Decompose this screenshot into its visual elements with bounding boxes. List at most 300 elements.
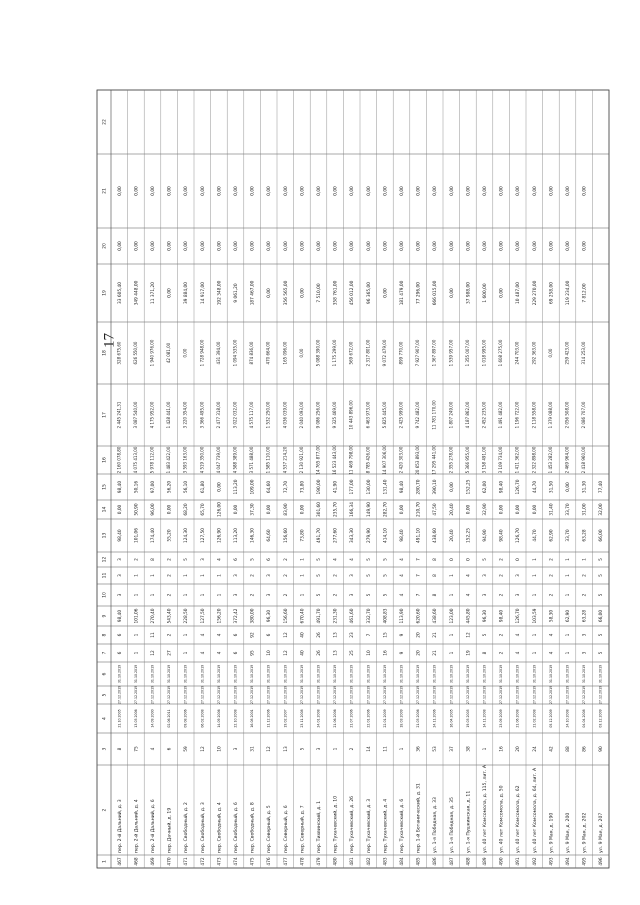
value-cell: 4 bbox=[400, 558, 405, 561]
value-cell: 8 bbox=[151, 558, 156, 561]
value-cell: 3 593 163,00 bbox=[182, 446, 188, 474]
value-cell: 5 bbox=[317, 558, 322, 561]
value-cell: 0,00 bbox=[400, 241, 405, 251]
value-cell: 5 bbox=[317, 593, 322, 597]
value-cell: 2 bbox=[333, 574, 339, 577]
value-cell: 0,00 bbox=[433, 241, 439, 251]
value-cell: 17 295 441,00 bbox=[431, 445, 437, 475]
value-cell: 56,10 bbox=[184, 480, 190, 494]
value-cell: 10 bbox=[217, 746, 223, 752]
value-cell: 4 bbox=[516, 651, 522, 655]
value-cell: 2 bbox=[499, 593, 505, 597]
value-cell: 03.12.2009 bbox=[598, 709, 603, 728]
row-number-cell: 474 bbox=[234, 857, 239, 866]
value-cell: 27.12.2019 bbox=[465, 685, 470, 705]
value-cell: 113,20 bbox=[234, 479, 239, 495]
address-cell: ул. 40 лет Комсомола, д. 64, лит. А bbox=[532, 767, 538, 853]
value-cell: 9 742 482,00 bbox=[415, 401, 421, 429]
value-cell: 14 917,00 bbox=[200, 282, 206, 304]
value-cell: 874 836,00 bbox=[249, 341, 255, 365]
value-cell: 1 bbox=[400, 747, 405, 751]
value-cell: 86 bbox=[582, 746, 588, 752]
value-cell: 0,00 bbox=[267, 241, 273, 251]
value-cell: 0,00 bbox=[499, 186, 505, 196]
value-cell: 27.12.2019 bbox=[432, 685, 437, 705]
value-cell: 69 258,00 bbox=[549, 282, 555, 304]
table-row bbox=[598, 481, 604, 866]
address-cell: ул. 40 лет Комсомола, д. 62 bbox=[516, 785, 522, 853]
value-cell: 20 bbox=[416, 632, 422, 638]
value-cell: 7 bbox=[366, 633, 372, 637]
value-cell: 156,20 bbox=[217, 608, 223, 624]
value-cell: 314 253,00 bbox=[581, 341, 587, 365]
value-cell: 1 bbox=[566, 651, 571, 655]
value-cell: 31.10.2019 bbox=[532, 664, 537, 684]
value-cell: 7 bbox=[416, 593, 422, 597]
table-row bbox=[531, 186, 538, 866]
value-cell: 20,40 bbox=[449, 529, 455, 542]
value-cell: 1 bbox=[300, 574, 306, 577]
address-cell: пер. 2-й Дальний, д. 6 bbox=[151, 799, 156, 853]
value-cell: 670,40 bbox=[300, 608, 306, 624]
header-cell: 8 bbox=[102, 633, 108, 637]
value-cell: 65,70 bbox=[200, 503, 206, 516]
address-cell: пер. Тухачевский, д. 2б bbox=[350, 795, 356, 853]
value-cell: 72,70 bbox=[283, 480, 289, 494]
value-cell: 27.12.2019 bbox=[449, 685, 454, 705]
value-cell: 98,40 bbox=[117, 480, 123, 494]
value-cell: 2 130 921,00 bbox=[298, 446, 304, 474]
value-cell: 18.03.2009 bbox=[399, 709, 404, 728]
value-cell: 31.10.2019 bbox=[366, 664, 371, 684]
value-cell: 27.12.2019 bbox=[299, 685, 304, 705]
value-cell: 27.12.2019 bbox=[565, 685, 570, 705]
address-cell: ул. 9 Мая, д. 207 bbox=[599, 812, 605, 853]
table-row bbox=[581, 186, 588, 866]
value-cell: 280,70 bbox=[416, 479, 422, 495]
value-cell: 3 109 734,00 bbox=[498, 446, 504, 474]
value-cell: 192 348,00 bbox=[217, 280, 223, 306]
value-cell: 62,00 bbox=[483, 480, 488, 494]
value-cell: 44,70 bbox=[532, 480, 538, 494]
value-cell: 2 317 801,00 bbox=[365, 339, 371, 367]
table-row bbox=[432, 186, 439, 866]
value-cell: 1 bbox=[151, 593, 156, 597]
value-cell: 0,00 bbox=[483, 186, 488, 196]
value-cell: 4 bbox=[217, 558, 223, 561]
value-cell: 02.06.2011 bbox=[167, 709, 172, 728]
value-cell: 2 056 508,00 bbox=[564, 401, 570, 429]
value-cell: 12 bbox=[200, 746, 206, 752]
value-cell: 31.10.2019 bbox=[183, 664, 188, 684]
value-cell: 3 bbox=[317, 747, 322, 751]
header-cell: 5 bbox=[102, 693, 108, 697]
value-cell: 1 532 250,00 bbox=[265, 401, 271, 429]
value-cell: 31.10.2019 bbox=[250, 664, 255, 684]
value-cell: 4 bbox=[217, 633, 223, 637]
address-cell: ул. 9 Мая, д. 200 bbox=[566, 812, 571, 853]
header-cell: 17 bbox=[102, 412, 108, 418]
value-cell: 31.10.2019 bbox=[266, 664, 271, 684]
value-cell: 27.12.2019 bbox=[598, 685, 603, 705]
value-cell: 27.12.2019 bbox=[349, 685, 354, 705]
table-row bbox=[149, 186, 156, 866]
value-cell: 15 bbox=[383, 632, 389, 638]
value-cell: 0,00 bbox=[466, 504, 472, 515]
value-cell: 270,40 bbox=[151, 608, 156, 624]
header-cell: 2 bbox=[102, 808, 108, 812]
value-cell: 27.12.2019 bbox=[416, 685, 421, 705]
value-cell: 328 675,60 bbox=[116, 341, 122, 365]
value-cell: 1 bbox=[300, 593, 306, 597]
value-cell: 3 bbox=[350, 593, 356, 597]
value-cell: 3 087 540,00 bbox=[132, 401, 138, 429]
value-cell: 372,42 bbox=[234, 608, 239, 624]
value-cell: 1 539 957,00 bbox=[448, 339, 454, 367]
value-cell: 3 bbox=[234, 574, 239, 577]
value-cell: 27.12.2019 bbox=[366, 685, 371, 705]
value-cell: 0,00 bbox=[532, 241, 538, 251]
table-row bbox=[381, 186, 388, 866]
value-cell: 7 927 907,00 bbox=[415, 339, 421, 367]
header-cell: 20 bbox=[102, 243, 108, 249]
value-cell: 0,00 bbox=[547, 348, 553, 358]
value-cell: 98,40 bbox=[117, 529, 123, 542]
header-cell: 3 bbox=[102, 747, 108, 751]
value-cell: 0,00 bbox=[300, 288, 306, 298]
value-cell: 31,40 bbox=[549, 503, 555, 516]
value-cell: 2 bbox=[167, 558, 173, 561]
value-cell: 156,60 bbox=[283, 608, 289, 624]
value-cell: 13 bbox=[333, 632, 339, 638]
table-row bbox=[548, 186, 555, 866]
value-cell: 73,80 bbox=[300, 480, 306, 494]
value-cell: 19 bbox=[466, 650, 472, 656]
value-cell: 123,00 bbox=[449, 608, 455, 624]
table-row bbox=[482, 186, 489, 866]
value-cell: 0,00 bbox=[250, 241, 256, 251]
value-cell: 2 bbox=[499, 633, 505, 637]
value-cell: 88 bbox=[566, 746, 571, 752]
value-cell: 0,00 bbox=[167, 186, 173, 196]
address-cell: пер. Тухачевский, д. 4 bbox=[383, 798, 389, 853]
value-cell: 0,00 bbox=[333, 186, 339, 196]
value-cell: 5 825 445,00 bbox=[381, 401, 387, 429]
row-number-cell: 469 bbox=[151, 857, 156, 866]
row-number-cell: 493 bbox=[549, 857, 555, 866]
value-cell: 31.10.2019 bbox=[482, 664, 487, 684]
value-cell: 4 537 214,20 bbox=[282, 446, 288, 474]
value-cell: 8 bbox=[433, 558, 439, 561]
value-cell: 1 bbox=[333, 747, 339, 751]
value-cell: 146,30 bbox=[250, 527, 256, 544]
table-row bbox=[365, 186, 372, 866]
value-cell: 23.09.2009 bbox=[499, 709, 504, 728]
value-cell: 277,60 bbox=[333, 527, 339, 544]
value-cell: 6 bbox=[267, 558, 273, 561]
value-cell: 152,25 bbox=[466, 527, 472, 544]
value-cell: 470 664,00 bbox=[265, 341, 271, 365]
value-cell: 2 418 960,00 bbox=[581, 446, 587, 474]
value-cell: 438,60 bbox=[433, 527, 439, 544]
value-cell: 97,00 bbox=[151, 480, 156, 494]
value-cell: 7 bbox=[416, 558, 422, 561]
value-cell: 2 bbox=[134, 558, 140, 561]
value-cell: 130,00 bbox=[366, 479, 372, 495]
value-cell: 2 452 235,00 bbox=[481, 401, 487, 429]
value-cell: 98,40 bbox=[499, 480, 505, 494]
value-cell: 5 bbox=[483, 633, 488, 637]
row-number-cell: 487 bbox=[449, 857, 455, 866]
value-cell: 31,50 bbox=[549, 480, 555, 494]
value-cell: 156,60 bbox=[283, 527, 289, 544]
value-cell: 6 bbox=[234, 633, 239, 637]
value-cell: 38 bbox=[466, 746, 472, 752]
value-cell: 5 bbox=[317, 574, 322, 577]
value-cell: 2 bbox=[499, 558, 505, 561]
value-cell: 1 bbox=[200, 574, 206, 577]
value-cell: 27.12.2019 bbox=[133, 685, 138, 705]
table-row bbox=[515, 186, 522, 866]
value-cell: 33 605,40 bbox=[117, 282, 123, 304]
value-cell: 1 bbox=[200, 593, 206, 597]
value-cell: 0,00 bbox=[532, 186, 538, 196]
table-row bbox=[166, 186, 173, 866]
value-cell: 0,00 bbox=[516, 186, 522, 196]
value-cell: 282,70 bbox=[383, 501, 389, 518]
value-cell: 22.01.2009 bbox=[382, 709, 387, 728]
value-cell: 63,28 bbox=[582, 529, 588, 542]
value-cell: 6 bbox=[267, 633, 273, 637]
value-cell: 31.10.2019 bbox=[283, 664, 288, 684]
value-cell: 0,00 bbox=[300, 186, 306, 196]
value-cell: 21 bbox=[433, 632, 439, 638]
value-cell: 0,00 bbox=[449, 482, 455, 492]
value-cell: 5 bbox=[366, 574, 372, 577]
value-cell: 90 bbox=[599, 746, 605, 752]
value-cell: 59 bbox=[184, 746, 190, 752]
value-cell: 11 bbox=[383, 746, 389, 752]
value-cell: 1 018 995,00 bbox=[481, 339, 487, 367]
value-cell: 113,20 bbox=[234, 527, 239, 544]
value-cell: 5 978 112,00 bbox=[149, 446, 155, 474]
value-cell: 0,00 bbox=[466, 241, 472, 251]
row-number-cell: 490 bbox=[499, 857, 505, 866]
value-cell: 21.07.2006 bbox=[349, 709, 354, 728]
value-cell: 438,60 bbox=[433, 608, 439, 624]
value-cell: 1 bbox=[151, 574, 156, 577]
value-cell: 3 bbox=[234, 747, 239, 751]
value-cell: 31.10.2019 bbox=[449, 664, 454, 684]
value-cell: 0,00 bbox=[400, 504, 405, 515]
value-cell: 0,00 bbox=[350, 241, 356, 251]
value-cell: 31.10.2019 bbox=[515, 664, 520, 684]
row-number-cell: 488 bbox=[466, 857, 472, 866]
value-cell: 26 bbox=[317, 632, 322, 638]
value-cell: 1 bbox=[184, 633, 190, 637]
row-number-cell: 489 bbox=[483, 857, 488, 866]
value-cell: 14.11.2008 bbox=[482, 709, 487, 728]
value-cell: 0,00 bbox=[333, 241, 339, 251]
header-cell: 22 bbox=[102, 119, 108, 125]
value-cell: 2 bbox=[283, 558, 289, 561]
value-cell: 0,00 bbox=[549, 241, 555, 251]
value-cell: 0,00 bbox=[283, 241, 289, 251]
value-cell: 1 bbox=[566, 558, 571, 561]
value-cell: 75 bbox=[134, 746, 140, 752]
value-cell: 3 bbox=[350, 574, 356, 577]
value-cell: 20 bbox=[516, 746, 522, 752]
value-cell: 47,50 bbox=[433, 503, 439, 516]
value-cell: 3 bbox=[117, 574, 123, 577]
value-cell: 10 443 896,00 bbox=[348, 400, 354, 430]
value-cell: 1 491 482,00 bbox=[498, 401, 504, 429]
value-cell: 1 bbox=[184, 574, 190, 577]
value-cell: 4 187 862,00 bbox=[464, 401, 470, 429]
value-cell: 98,40 bbox=[400, 480, 405, 494]
value-cell: 95 bbox=[250, 650, 256, 656]
value-cell: 16 523 443,00 bbox=[332, 445, 338, 475]
value-cell: 27.12.2019 bbox=[150, 685, 155, 705]
value-cell: 1 bbox=[217, 593, 223, 597]
value-cell: 126,70 bbox=[516, 479, 522, 495]
value-cell: 1 bbox=[566, 593, 571, 597]
value-cell: 12 bbox=[466, 632, 472, 638]
value-cell: 2 160 078,80 bbox=[116, 446, 122, 474]
value-cell: 0,00 bbox=[499, 504, 505, 515]
value-cell: 491,70 bbox=[317, 527, 322, 544]
value-cell: 4 bbox=[466, 574, 472, 577]
value-cell: 0,00 bbox=[200, 241, 206, 251]
value-cell: 33,70 bbox=[566, 529, 571, 542]
value-cell: 0,00 bbox=[449, 288, 455, 298]
value-cell: 0,00 bbox=[317, 186, 322, 196]
value-cell: 0,00 bbox=[516, 241, 522, 251]
value-cell: 4 bbox=[400, 574, 405, 577]
value-cell: 0,00 bbox=[117, 241, 123, 251]
value-cell: 1 483 422,00 bbox=[166, 446, 172, 474]
header-cell: 4 bbox=[102, 717, 108, 720]
value-cell: 8 bbox=[117, 747, 123, 751]
value-cell: 27.12.2019 bbox=[382, 685, 387, 705]
value-cell: 5 bbox=[383, 558, 389, 561]
value-cell: 5 bbox=[300, 747, 306, 751]
value-cell: 2 355 278,00 bbox=[448, 446, 454, 474]
value-cell: 58,30 bbox=[549, 609, 555, 623]
value-cell: 0,00 bbox=[449, 186, 455, 196]
value-cell: 1 608 275,00 bbox=[498, 339, 504, 367]
table-row bbox=[348, 186, 355, 866]
value-cell: 92 bbox=[250, 632, 256, 638]
row-number-cell: 482 bbox=[366, 857, 372, 866]
header-cell: 16 bbox=[102, 457, 108, 463]
value-cell: 174,40 bbox=[151, 527, 156, 544]
table-row bbox=[249, 186, 256, 866]
value-cell: 356 565,00 bbox=[283, 280, 289, 306]
value-cell: 0,00 bbox=[267, 504, 273, 515]
value-cell: 1 bbox=[483, 747, 488, 751]
value-cell: 0,00 bbox=[516, 504, 522, 515]
value-cell: 4 047 739,00 bbox=[215, 446, 221, 474]
value-cell: 32,00 bbox=[599, 503, 605, 516]
value-cell: 44,70 bbox=[532, 529, 538, 542]
value-cell: 31.10.2019 bbox=[582, 664, 587, 684]
value-cell: 0,00 bbox=[466, 186, 472, 196]
value-cell: 13.03.2006 bbox=[133, 709, 138, 728]
value-cell: 626 550,00 bbox=[132, 341, 138, 365]
value-cell: 1 bbox=[134, 633, 140, 637]
value-cell: 4 575 117,00 bbox=[249, 401, 255, 429]
value-cell: 9 325 469,00 bbox=[332, 401, 338, 429]
row-number-cell: 496 bbox=[599, 857, 605, 866]
value-cell: 66,00 bbox=[599, 609, 605, 623]
value-cell: 22.01.2006 bbox=[366, 709, 371, 728]
row-number-cell: 484 bbox=[400, 857, 405, 866]
value-cell: 5 bbox=[366, 593, 372, 597]
value-cell: 1 bbox=[532, 574, 538, 577]
value-cell: 4 036 039,00 bbox=[282, 401, 288, 429]
value-cell: 27.12.2019 bbox=[333, 685, 338, 705]
value-cell: 1 bbox=[300, 558, 306, 561]
value-cell: 210,70 bbox=[416, 501, 422, 518]
value-cell: 3 bbox=[582, 633, 588, 637]
value-cell: 5 bbox=[599, 574, 605, 577]
value-cell: 31.10.2019 bbox=[167, 664, 172, 684]
value-cell: 3 bbox=[516, 574, 522, 577]
value-cell: 62,90 bbox=[566, 609, 571, 623]
value-cell: 21.02.2008 bbox=[532, 709, 537, 728]
address-cell: пер. 2-й Дальний, д. 3 bbox=[117, 799, 123, 853]
value-cell: 14 bbox=[366, 746, 372, 752]
address-cell: ул. 1-я Победная, д. 33 bbox=[433, 797, 439, 853]
value-cell: 0,00 bbox=[117, 504, 123, 515]
value-cell: 3 bbox=[117, 593, 123, 597]
value-cell: 5 bbox=[599, 558, 605, 561]
value-cell: 7 812,00 bbox=[582, 283, 588, 303]
header-cell: 12 bbox=[102, 556, 108, 563]
value-cell: 1 585 110,00 bbox=[265, 446, 271, 474]
page-number: 17 bbox=[101, 333, 118, 348]
row-number-cell: 478 bbox=[300, 857, 306, 866]
value-cell: 37 bbox=[449, 746, 455, 752]
value-cell: 414,10 bbox=[383, 527, 389, 544]
row-number-cell: 492 bbox=[532, 857, 538, 866]
value-cell: 27.12.2019 bbox=[582, 685, 587, 705]
value-cell: 0,00 bbox=[416, 186, 422, 196]
value-cell: 2 bbox=[350, 747, 356, 751]
value-cell: 1 bbox=[449, 574, 455, 577]
table-row bbox=[282, 186, 289, 866]
value-cell: 152,25 bbox=[466, 479, 472, 495]
value-cell: 31.10.2019 bbox=[150, 664, 155, 684]
row-number-cell: 472 bbox=[200, 857, 206, 866]
value-cell: 14 907 306,00 bbox=[381, 445, 387, 475]
value-cell: 2 bbox=[549, 558, 555, 561]
value-cell: 11 bbox=[151, 632, 156, 638]
value-cell: 2 118 558,00 bbox=[531, 401, 537, 429]
value-cell: 31.10.2019 bbox=[216, 664, 221, 684]
value-cell: 2 322 898,00 bbox=[531, 446, 537, 474]
value-cell: 0,00 bbox=[582, 241, 588, 251]
value-cell: 61,80 bbox=[200, 480, 206, 494]
value-cell: 05.12.2009 bbox=[548, 709, 553, 728]
value-cell: 1 bbox=[532, 633, 538, 637]
value-cell: 1 bbox=[532, 651, 538, 655]
value-cell: 0,00 bbox=[167, 241, 173, 251]
value-cell: 27.12.2019 bbox=[167, 685, 172, 705]
address-cell: пер. Тухачевский, д. 6 bbox=[400, 798, 405, 853]
value-cell: 5 088 390,00 bbox=[315, 339, 321, 367]
